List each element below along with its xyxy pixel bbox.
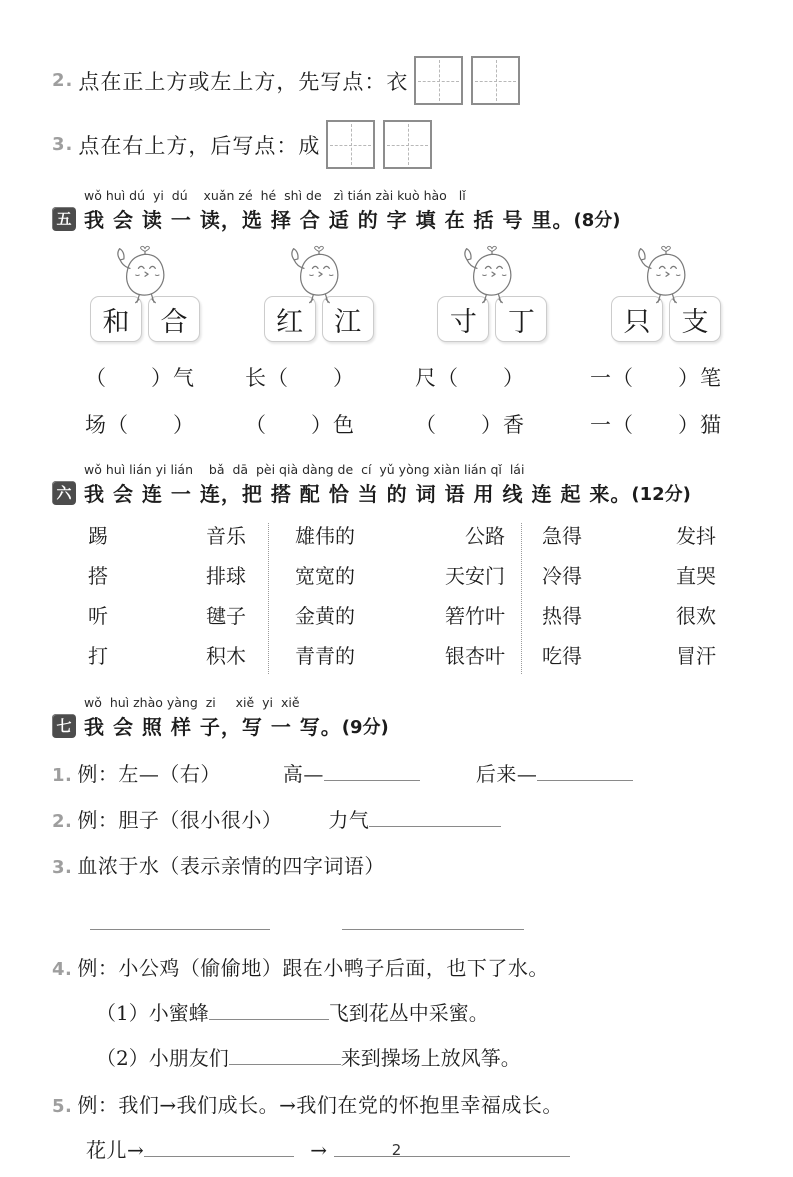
section-6-score: (12分) — [631, 483, 691, 505]
match-word[interactable]: 热得 — [542, 604, 582, 628]
item-number: 4. — [52, 959, 73, 980]
fill-blank-cell[interactable]: 场（ ） — [85, 413, 195, 437]
matching-area — [60, 523, 793, 674]
writing-grid-box[interactable] — [383, 120, 432, 169]
section-7-pinyin: wǒ huì zhào yàng zi xiě yi xiě — [84, 695, 300, 710]
chick-icon — [281, 243, 357, 305]
question-text: 花儿→ — [86, 1138, 145, 1162]
section-6 — [52, 463, 763, 507]
question-text: 高— — [282, 762, 324, 786]
writing-grid-box[interactable] — [414, 56, 463, 105]
match-word[interactable]: 发抖 — [676, 524, 716, 548]
sub-label: （2） — [96, 1046, 149, 1070]
match-word[interactable]: 冷得 — [542, 564, 582, 588]
item-number: 1. — [52, 765, 73, 786]
stroke-rule-text: 点在正上方或左上方，先写点：衣 — [78, 69, 409, 94]
fill-blank-cell[interactable]: 长（ ） — [245, 366, 355, 390]
item-number: 5. — [52, 1096, 73, 1117]
question-text: 力气 — [328, 808, 370, 832]
match-word[interactable]: 搭 — [88, 564, 108, 588]
match-word[interactable]: 宽宽的 — [295, 564, 355, 588]
fill-blank-row-2 — [85, 409, 793, 439]
answer-blank[interactable] — [90, 911, 270, 930]
item-number: 3. — [52, 134, 74, 155]
sub-label: （1） — [96, 1001, 149, 1025]
stroke-rule-item-2 — [52, 56, 793, 105]
exercise-item-4 — [52, 952, 793, 981]
match-word[interactable]: 吃得 — [542, 644, 582, 668]
match-word[interactable]: 冒汗 — [676, 644, 716, 668]
section-5-pinyin: wǒ huì dú yi dú xuǎn zé hé shì de zì tián zài kuò hào lǐ — [84, 188, 466, 203]
match-word[interactable]: 天安门 — [445, 564, 505, 588]
match-word[interactable]: 音乐 — [206, 524, 246, 548]
stroke-rule-text: 点在右上方，后写点：成 — [78, 133, 321, 158]
match-word[interactable]: 直哭 — [676, 564, 716, 588]
writing-grid-group — [414, 56, 520, 105]
answer-blank[interactable] — [369, 808, 501, 827]
section-6-marker: 六 — [52, 481, 76, 505]
question-text: 来到操场上放风筝。 — [340, 1046, 521, 1070]
item-number: 2. — [52, 811, 73, 832]
match-word[interactable]: 踢 — [88, 524, 108, 548]
page-number: 2 — [391, 1141, 402, 1159]
fill-blank-cell[interactable]: （ ）气 — [85, 366, 195, 390]
choice-tile: 红 — [264, 296, 316, 342]
match-word[interactable]: 银杏叶 — [445, 644, 505, 668]
section-7-marker: 七 — [52, 714, 76, 738]
chick-icon — [107, 243, 183, 305]
chick-icon — [454, 243, 530, 305]
character-pair — [437, 243, 547, 342]
arrow-glyph: → — [310, 1138, 328, 1162]
match-word[interactable]: 雄伟的 — [295, 524, 355, 548]
choice-tile: 支 — [669, 296, 721, 342]
writing-grid-group — [326, 120, 432, 169]
free-answer-lines — [90, 911, 793, 930]
match-word[interactable]: 公路 — [465, 524, 505, 548]
question-text: 后来— — [475, 762, 538, 786]
match-word[interactable]: 箬竹叶 — [445, 604, 505, 628]
choice-tile: 合 — [148, 296, 200, 342]
example-text: 例：左—（右） — [77, 762, 221, 786]
writing-grid-box[interactable] — [471, 56, 520, 105]
match-word[interactable]: 青青的 — [295, 644, 355, 668]
section-7 — [52, 696, 763, 740]
exercise-item-5 — [52, 1089, 793, 1118]
character-pairs-row — [0, 243, 793, 342]
exercise-item-4-sub-2 — [96, 1042, 793, 1071]
section-6-title: 我 会 连 一 连，把 搭 配 恰 当 的 词 语 用 线 连 起 来。 — [84, 482, 632, 506]
match-word[interactable]: 金黄的 — [295, 604, 355, 628]
match-word[interactable]: 很欢 — [676, 604, 716, 628]
match-word[interactable]: 积木 — [206, 644, 246, 668]
example-text: 例：小公鸡（偷偷地）跟在小鸭子后面，也下了水。 — [77, 956, 549, 980]
section-7-title: 我 会 照 样 子，写 一 写。 — [84, 715, 342, 739]
fill-blank-cell[interactable]: （ ）色 — [245, 413, 355, 437]
answer-blank[interactable] — [229, 1046, 341, 1065]
section-5-score: (8分) — [573, 209, 621, 231]
matching-group-2 — [268, 523, 521, 674]
exercise-item-3 — [52, 850, 793, 879]
example-text: 例：胆子（很小很小） — [77, 808, 283, 832]
section-7-score: (9分) — [341, 716, 389, 738]
character-pair — [90, 243, 200, 342]
choice-tile: 只 — [611, 296, 663, 342]
question-text: 小蜜蜂 — [148, 1001, 209, 1025]
character-pair — [611, 243, 721, 342]
match-word[interactable]: 急得 — [542, 524, 582, 548]
fill-blank-cell[interactable]: （ ）香 — [415, 413, 525, 437]
fill-blank-cell[interactable]: 一（ ）猫 — [590, 413, 722, 437]
answer-blank[interactable] — [209, 1001, 329, 1020]
chick-icon — [628, 243, 704, 305]
matching-group-3 — [521, 523, 726, 674]
match-word[interactable]: 听 — [88, 604, 108, 628]
section-5 — [52, 189, 763, 233]
answer-blank[interactable] — [342, 911, 524, 930]
example-text: 例：我们→我们成长。→我们在党的怀抱里幸福成长。 — [77, 1093, 563, 1117]
fill-blank-cell[interactable]: 尺（ ） — [415, 366, 525, 390]
exercise-item-2 — [52, 804, 793, 833]
stroke-rule-item-3 — [52, 120, 793, 169]
section-6-pinyin: wǒ huì lián yi lián bǎ dā pèi qià dàng de cí yǔ yòng xiàn lián qǐ lái — [84, 462, 525, 477]
match-word[interactable]: 打 — [88, 644, 108, 668]
exercise-item-4-sub-1 — [96, 997, 793, 1026]
match-word[interactable]: 排球 — [206, 564, 246, 588]
item-number: 3. — [52, 857, 73, 878]
writing-grid-box[interactable] — [326, 120, 375, 169]
question-text: 血浓于水（表示亲情的四字词语） — [77, 854, 385, 878]
question-text: 小朋友们 — [148, 1046, 229, 1070]
question-text: 飞到花丛中采蜜。 — [328, 1001, 489, 1025]
fill-blank-row-1 — [85, 362, 793, 392]
section-5-marker: 五 — [52, 207, 76, 231]
answer-blank[interactable] — [324, 762, 420, 781]
answer-blank[interactable] — [537, 762, 633, 781]
section-5-title: 我 会 读 一 读，选 择 合 适 的 字 填 在 括 号 里。 — [84, 208, 574, 232]
choice-tile: 寸 — [437, 296, 489, 342]
match-word[interactable]: 毽子 — [206, 604, 246, 628]
choice-tile: 丁 — [495, 296, 547, 342]
fill-blank-cell[interactable]: 一（ ）笔 — [590, 366, 722, 390]
item-number: 2. — [52, 70, 74, 91]
choice-tile: 江 — [322, 296, 374, 342]
exercise-item-1 — [52, 758, 793, 787]
matching-group-1 — [60, 523, 268, 674]
choice-tile: 和 — [90, 296, 142, 342]
character-pair — [264, 243, 374, 342]
